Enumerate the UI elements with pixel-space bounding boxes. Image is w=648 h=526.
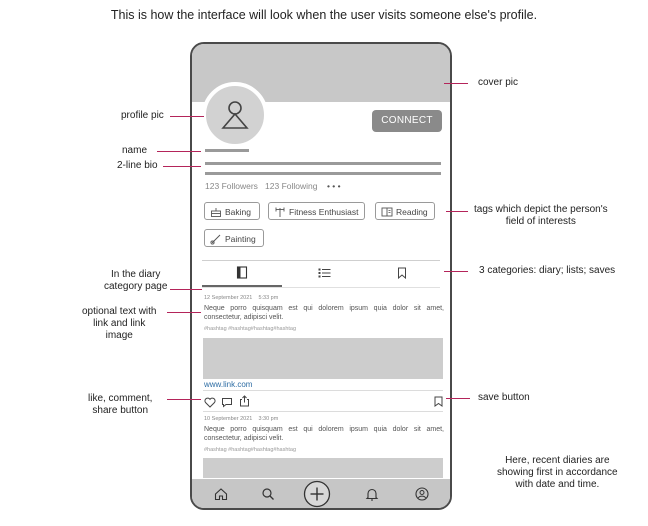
plus-icon xyxy=(303,480,331,508)
nav-notifications[interactable] xyxy=(365,487,379,506)
more-options-icon[interactable]: • • • xyxy=(326,181,341,191)
tabs-divider xyxy=(202,260,440,261)
annotation-tags-line1: tags which depict the person's xyxy=(474,204,608,215)
tab-saves[interactable] xyxy=(397,266,409,280)
tag-fitness-enthusiast[interactable] xyxy=(268,202,365,220)
profile-name xyxy=(205,149,249,152)
list-icon xyxy=(318,267,331,279)
annotation-tags-line2: field of interests xyxy=(505,216,576,227)
book-icon xyxy=(381,206,393,218)
annotation-tags xyxy=(474,204,608,228)
save-button[interactable] xyxy=(434,394,444,407)
annotation-optional-line2: link and link xyxy=(93,318,146,329)
annotation-line xyxy=(444,271,468,272)
tab-diary[interactable] xyxy=(236,266,250,280)
like-button[interactable] xyxy=(204,395,216,407)
diary-icon xyxy=(236,266,248,279)
dumbbell-icon xyxy=(274,206,286,218)
following-label[interactable]: Following xyxy=(281,181,318,191)
post-hashtags[interactable]: #hashtag #hashtag#hashtag#hashtag xyxy=(204,326,297,332)
post-date-text: 10 September 2021 xyxy=(204,416,253,422)
annotation-diary-line2: category page xyxy=(104,281,168,292)
annotation-recent xyxy=(497,455,618,491)
nav-search[interactable] xyxy=(261,487,275,506)
post-time: 3:30 pm xyxy=(258,416,279,422)
followers-count[interactable]: 123 xyxy=(205,181,220,191)
annotation-like xyxy=(88,393,152,417)
annotation-profile-pic: profile pic xyxy=(121,110,164,121)
annotation-cover-pic: cover pic xyxy=(478,77,519,88)
tag-painting[interactable] xyxy=(204,229,264,247)
tab-divider xyxy=(202,287,440,288)
annotation-like-line1: like, comment, xyxy=(88,393,153,404)
annotation-diary-line1: In the diary xyxy=(110,269,161,280)
nav-profile[interactable] xyxy=(415,487,429,506)
bookmark-icon xyxy=(397,267,407,279)
following-count[interactable]: 123 xyxy=(265,181,280,191)
annotation-line xyxy=(167,312,201,313)
bookmark-icon xyxy=(434,396,443,407)
annotation-line xyxy=(446,398,470,399)
brush-icon xyxy=(210,233,222,245)
annotation-categories: 3 categories: diary; lists; saves xyxy=(479,265,616,276)
share-button[interactable] xyxy=(239,394,251,407)
profile-icon xyxy=(415,487,429,501)
share-icon xyxy=(239,395,250,407)
comment-icon xyxy=(221,397,233,408)
tag-label: Fitness Enthusiast xyxy=(289,207,359,217)
post-text[interactable]: Neque porro quisquam est qui dolorem ipsum quia dolor sit amet, consectetur, adipisci velit. xyxy=(204,305,444,321)
post-date xyxy=(204,416,278,422)
post-time: 5:33 pm xyxy=(258,295,279,301)
post-separator xyxy=(203,411,443,412)
annotation-optional-line3: image xyxy=(105,330,133,341)
bio-line-2 xyxy=(205,172,441,175)
followers-label[interactable]: Followers xyxy=(221,181,258,191)
post-hashtags[interactable]: #hashtag #hashtag#hashtag#hashtag xyxy=(204,447,297,453)
tag-label: Reading xyxy=(396,207,428,217)
annotation-name: name xyxy=(122,145,148,156)
annotation-line xyxy=(446,211,468,212)
connect-button[interactable]: CONNECT xyxy=(372,110,442,132)
comment-button[interactable] xyxy=(221,395,233,407)
post-link[interactable]: www.link.com xyxy=(204,380,253,389)
annotation-line xyxy=(170,116,204,117)
nav-create[interactable] xyxy=(303,480,331,510)
cake-icon xyxy=(210,206,222,218)
heart-icon xyxy=(204,397,216,408)
annotation-optional-line1: optional text with xyxy=(82,306,157,317)
phone-frame xyxy=(190,42,452,510)
tag-reading[interactable] xyxy=(375,202,435,220)
annotation-bio: 2-line bio xyxy=(117,160,158,171)
tag-baking[interactable] xyxy=(204,202,260,220)
tag-label: Baking xyxy=(225,207,251,217)
tab-lists[interactable] xyxy=(318,266,332,280)
follow-stats xyxy=(205,181,341,191)
post-date-text: 12 September 2021 xyxy=(204,295,253,301)
post-separator xyxy=(203,390,443,391)
bio-line-1 xyxy=(205,162,441,165)
tag-label: Painting xyxy=(225,234,256,244)
annotation-recent-line3: with date and time. xyxy=(515,479,600,490)
annotation-line xyxy=(444,83,468,84)
annotation-diary xyxy=(104,269,167,293)
page-heading: This is how the interface will look when the user visits someone else's profile. xyxy=(110,8,538,22)
bottom-nav xyxy=(192,479,450,510)
post-date xyxy=(204,295,278,301)
search-icon xyxy=(261,487,275,501)
annotation-optional xyxy=(82,306,157,342)
annotation-line xyxy=(167,399,201,400)
annotation-recent-line2: showing first in accordance xyxy=(497,467,618,478)
post-text[interactable]: Neque porro quisquam est qui dolorem ipsum quia dolor sit amet, consectetur, adipisci velit. xyxy=(204,426,444,442)
annotation-like-line2: share button xyxy=(92,405,149,416)
annotation-line xyxy=(157,151,201,152)
user-icon xyxy=(206,86,264,144)
annotation-recent-line1: Here, recent diaries are xyxy=(505,455,610,466)
home-icon xyxy=(214,487,228,501)
link-image[interactable] xyxy=(203,338,443,379)
link-image[interactable] xyxy=(203,458,443,478)
bell-icon xyxy=(365,487,379,501)
annotation-save: save button xyxy=(478,392,530,403)
annotation-line xyxy=(163,166,201,167)
nav-home[interactable] xyxy=(214,487,228,506)
profile-avatar[interactable] xyxy=(202,82,268,148)
annotation-line xyxy=(170,289,202,290)
